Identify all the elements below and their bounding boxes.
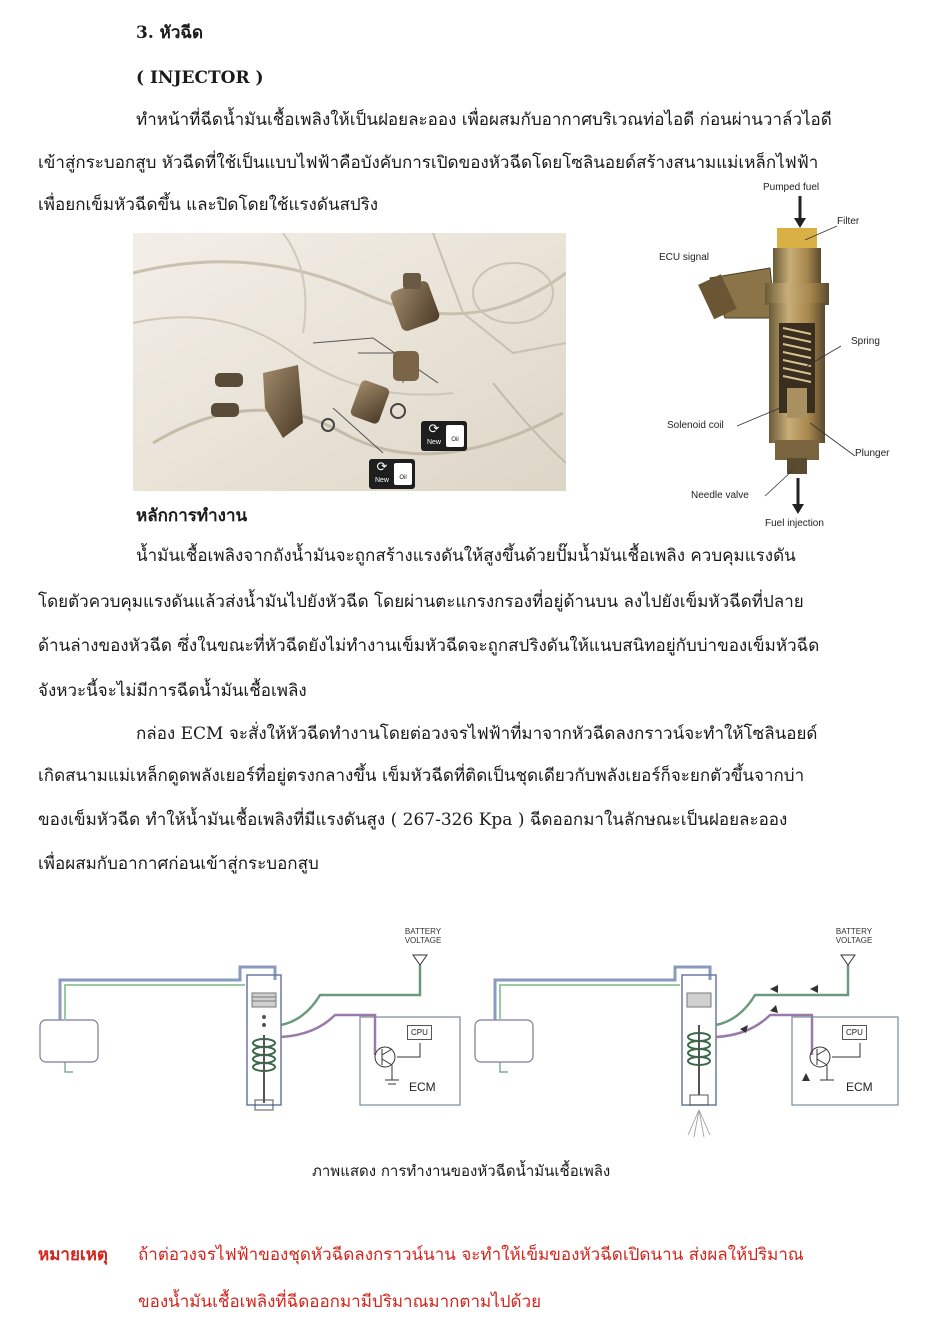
- principle-heading: หลักการทำงาน: [136, 506, 248, 526]
- principle-p2-line-4: เพื่อผสมกับอากาศก่อนเข้าสู่กระบอกสูบ: [38, 854, 319, 874]
- refresh-icon: ⟳: [376, 460, 388, 475]
- new-oil-badge: ⟳ New Oil: [369, 459, 415, 489]
- principle-p2-line-2: เกิดสนามแม่เหล็กดูดพลังเยอร์ที่อยู่ตรงกลางขึ้น เข็มหัวฉีดที่ติดเป็นชุดเดียวกับพลังเยอร์ก็จะยกตัวขึ้นจากบ่า: [38, 766, 805, 786]
- note-line-1: ถ้าต่อวงจรไฟฟ้าของชุดหัวฉีดลงกราวน์นาน จะทำให้เข็มของหัวฉีดเปิดนาน ส่งผลให้ปริมาณ: [138, 1245, 804, 1265]
- new-oil-badge: ⟳ New Oil: [421, 421, 467, 451]
- intro-line-3: เพื่อยกเข็มหัวฉีดขึ้น และปิดโดยใช้แรงดันสปริง: [38, 195, 379, 215]
- section-heading: 3. หัวฉีด: [136, 23, 204, 43]
- cpu-label: CPU: [407, 1025, 432, 1040]
- assembly-drawing: [133, 233, 566, 491]
- section-subheading: ( INJECTOR ): [136, 68, 264, 88]
- label-plunger: Plunger: [855, 448, 890, 459]
- refresh-icon: ⟳: [428, 422, 440, 437]
- injector-cutaway-illustration: [655, 178, 915, 533]
- injector-assembly-illustration: [133, 233, 566, 491]
- label-needle-valve: Needle valve: [691, 490, 749, 501]
- principle-p1-line-3: ด้านล่างของหัวฉีด ซึ่งในขณะที่หัวฉีดยังไม่ทำงานเข็มหัวฉีดจะถูกสปริงดันให้แนบสนิทอยู่กับบ่าของเข็มหัวฉีด: [38, 636, 820, 656]
- battery-voltage-label: BATTERY VOLTAGE: [404, 927, 442, 945]
- principle-p1-line-4: จังหวะนี้จะไม่มีการฉีดน้ำมันเชื้อเพลิง: [38, 681, 307, 701]
- label-spring: Spring: [851, 336, 880, 347]
- oil-can-icon: Oil: [394, 463, 412, 485]
- label-fuel-injection: Fuel injection: [765, 518, 824, 529]
- label-filter: Filter: [837, 216, 860, 227]
- circuit-diagram-active: [470, 925, 910, 1145]
- label-ecu-signal: ECU signal: [659, 252, 710, 263]
- principle-p1-line-1: น้ำมันเชื้อเพลิงจากถังน้ำมันจะถูกสร้างแรงดันให้สูงขึ้นด้วยปั๊มน้ำมันเชื้อเพลิง ควบคุมแรงดัน: [136, 546, 796, 566]
- intro-line-1: ทำหน้าที่ฉีดน้ำมันเชื้อเพลิงให้เป็นฝอยละออง เพื่อผสมกับอากาศบริเวณท่อไอดี ก่อนผ่านวาล์วไอดี: [136, 110, 832, 130]
- principle-p2-line-1: กล่อง ECM จะสั่งให้หัวฉีดทำงานโดยต่อวงจรไฟฟ้าที่มาจากหัวฉีดลงกราวน์จะทำให้โซลินอยด์: [136, 724, 818, 744]
- intro-line-2: เข้าสู่กระบอกสูบ หัวฉีดที่ใช้เป็นแบบไฟฟ้าคือบังคับการเปิดของหัวฉีดโดยโซลินอยด์สร้างสนามแม่เหล็กไฟฟ้า: [38, 153, 819, 173]
- circuit-diagram-inactive: [35, 925, 465, 1145]
- principle-p2-line-3: ของเข็มหัวฉีด ทำให้น้ำมันเชื้อเพลิงที่มีแรงดันสูง ( 267-326 Kpa ) ฉีดออกมาในลักษณะเป็นฝอยละออง: [38, 810, 788, 830]
- cpu-label: CPU: [842, 1025, 867, 1040]
- injector-cutaway-drawing: [655, 178, 915, 533]
- note-label: หมายเหตุ: [38, 1245, 108, 1265]
- ecm-label: ECM: [409, 1080, 436, 1094]
- figure-caption: ภาพแสดง การทำงานของหัวฉีดน้ำมันเชื้อเพลิง: [312, 1162, 611, 1180]
- oil-can-icon: Oil: [446, 425, 464, 447]
- battery-voltage-label: BATTERY VOLTAGE: [835, 927, 873, 945]
- ecm-label: ECM: [846, 1080, 873, 1094]
- label-solenoid-coil: Solenoid coil: [667, 420, 724, 431]
- principle-p1-line-2: โดยตัวควบคุมแรงดันแล้วส่งน้ำมันไปยังหัวฉีด โดยผ่านตะแกรงกรองที่อยู่ด้านบน ลงไปยังเข็มหัวฉีดที่ปลาย: [38, 592, 804, 612]
- label-pumped-fuel: Pumped fuel: [763, 182, 820, 193]
- note-line-2: ของน้ำมันเชื้อเพลิงที่ฉีดออกมามีปริมาณมากตามไปด้วย: [138, 1292, 542, 1312]
